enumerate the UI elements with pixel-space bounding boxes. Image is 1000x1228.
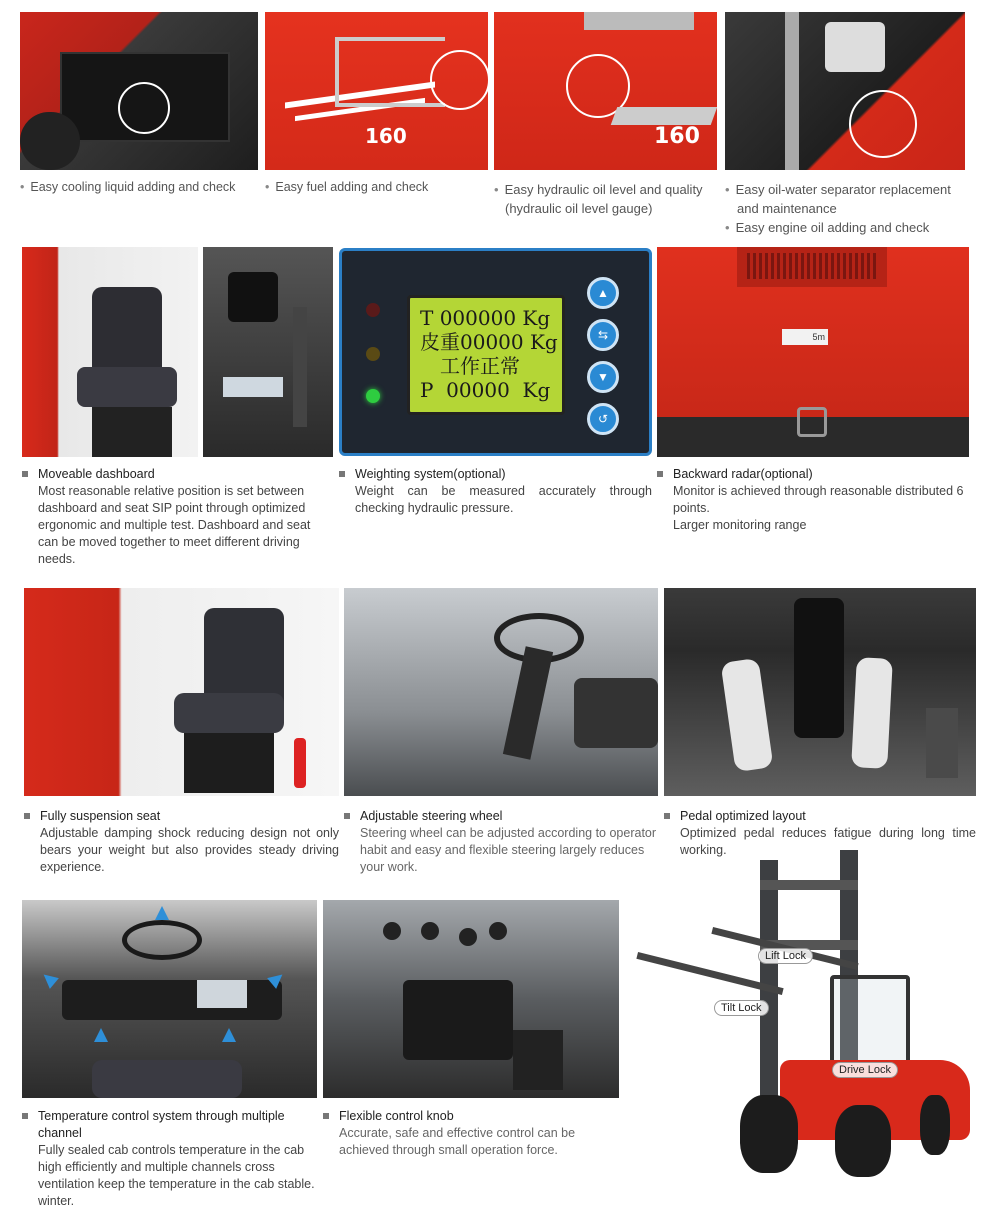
- display-key-2[interactable]: ⇆: [587, 319, 619, 351]
- feature-desc: Steering wheel can be adjusted according to operator habit and easy and flexible steering largely reduces your work.: [360, 826, 657, 874]
- red-indicator-lamp: [366, 303, 380, 317]
- radar-sticker: 5m: [782, 329, 828, 345]
- photo-fuel-adding: [265, 12, 488, 170]
- lcd-line-net: P 00000 Kg: [420, 378, 551, 402]
- photo-steering-wheel: [344, 588, 658, 796]
- feature-title: Fully suspension seat: [24, 808, 339, 825]
- lift-lock-label: Lift Lock: [758, 948, 813, 964]
- display-key-1[interactable]: ▲: [587, 277, 619, 309]
- lcd-line-tare: 皮重00000 Kg: [420, 330, 558, 354]
- feature-steering-wheel: [344, 808, 658, 876]
- forklift-wheel: [920, 1095, 950, 1155]
- feature-title: Backward radar(optional): [657, 466, 969, 483]
- feature-desc: Most reasonable relative position is set between dashboard and seat SIP point through optimized ergonomic and multiple test. Dashboard and seat can be moved together to meet different driving needs.: [38, 484, 311, 566]
- photo-dashboard: [203, 247, 333, 457]
- feature-title: Flexible control knob: [323, 1108, 619, 1125]
- airflow-arrow-icon: [155, 906, 169, 920]
- caption-hydraulic-2: (hydraulic oil level gauge): [505, 201, 653, 216]
- airflow-arrow-icon: [39, 969, 59, 989]
- forklift-mast: [760, 860, 778, 1100]
- photo-cooling-liquid: [20, 12, 258, 170]
- photo-rear-radar: [657, 247, 969, 457]
- weighting-display-panel: [339, 248, 652, 456]
- model-badge: 160: [365, 124, 407, 148]
- display-key-4[interactable]: ↺: [587, 403, 619, 435]
- highlight-circle: [118, 82, 170, 134]
- weight-lcd-screen: [407, 295, 565, 415]
- caption-hydraulic: • Easy hydraulic oil level and quality: [494, 180, 703, 199]
- airflow-arrow-icon: [222, 1028, 236, 1042]
- forklift-wheel: [835, 1105, 891, 1177]
- feature-desc: Accurate, safe and effective control can be achieved through small operation force.: [339, 1126, 576, 1157]
- yellow-indicator-lamp: [366, 347, 380, 361]
- display-key-3[interactable]: ▼: [587, 361, 619, 393]
- feature-title: Adjustable steering wheel: [344, 808, 658, 825]
- green-indicator-lamp: [366, 389, 380, 403]
- feature-title: Moveable dashboard: [22, 466, 322, 483]
- photo-suspension-seat: [24, 588, 339, 796]
- feature-control-knob: [323, 1108, 619, 1159]
- feature-moveable-dashboard: [22, 466, 322, 568]
- photo-hydraulic-gauge: [494, 12, 717, 170]
- photo-control-knobs: [323, 900, 619, 1098]
- feature-title: Weighting system(optional): [339, 466, 652, 483]
- lcd-line-total: T 000000 Kg: [420, 306, 551, 330]
- drive-lock-label: Drive Lock: [832, 1062, 898, 1078]
- highlight-circle: [430, 50, 488, 110]
- forklift-illustration: [630, 850, 980, 1190]
- caption-separator-2: and maintenance: [737, 201, 837, 216]
- feature-desc: Monitor is achieved through reasonable distributed 6 points.: [673, 484, 964, 515]
- feature-desc: Optimized pedal reduces fatigue during long time working.: [680, 826, 976, 857]
- photo-pedals: [664, 588, 976, 796]
- caption-separator: • Easy oil-water separator replacement: [725, 180, 951, 199]
- caption-fuel: • Easy fuel adding and check: [265, 178, 428, 197]
- feature-desc: Weight can be measured accurately through checking hydraulic pressure.: [355, 484, 652, 515]
- lcd-line-status: 工作正常: [440, 354, 520, 378]
- caption-engine-oil: • Easy engine oil adding and check: [725, 218, 929, 237]
- photo-temperature-control: [22, 900, 317, 1098]
- feature-temperature-control: [22, 1108, 317, 1210]
- feature-title: Pedal optimized layout: [664, 808, 976, 825]
- photo-engine-bay: [725, 12, 965, 170]
- feature-title: Temperature control system through multiple channel: [22, 1108, 317, 1142]
- tilt-lock-label: Tilt Lock: [714, 1000, 769, 1016]
- feature-desc-2: Larger monitoring range: [673, 518, 807, 532]
- model-badge: 160: [654, 124, 700, 149]
- caption-cooling: • Easy cooling liquid adding and check: [20, 178, 235, 197]
- airflow-arrow-icon: [94, 1028, 108, 1042]
- feature-desc: Adjustable damping shock reducing design not only bears your weight but also provides steady driving experience.: [40, 826, 339, 874]
- feature-desc: Fully sealed cab controls temperature in the cab high efficiently and multiple channels cross ventilation keep the temperature in the cab stable. winter.: [38, 1143, 315, 1208]
- feature-suspension-seat: [24, 808, 339, 876]
- forklift-wheel: [740, 1095, 798, 1173]
- highlight-circle: [849, 90, 917, 158]
- feature-backward-radar: [657, 466, 969, 534]
- feature-weighting-system: [339, 466, 652, 517]
- photo-moveable-seat: [22, 247, 198, 457]
